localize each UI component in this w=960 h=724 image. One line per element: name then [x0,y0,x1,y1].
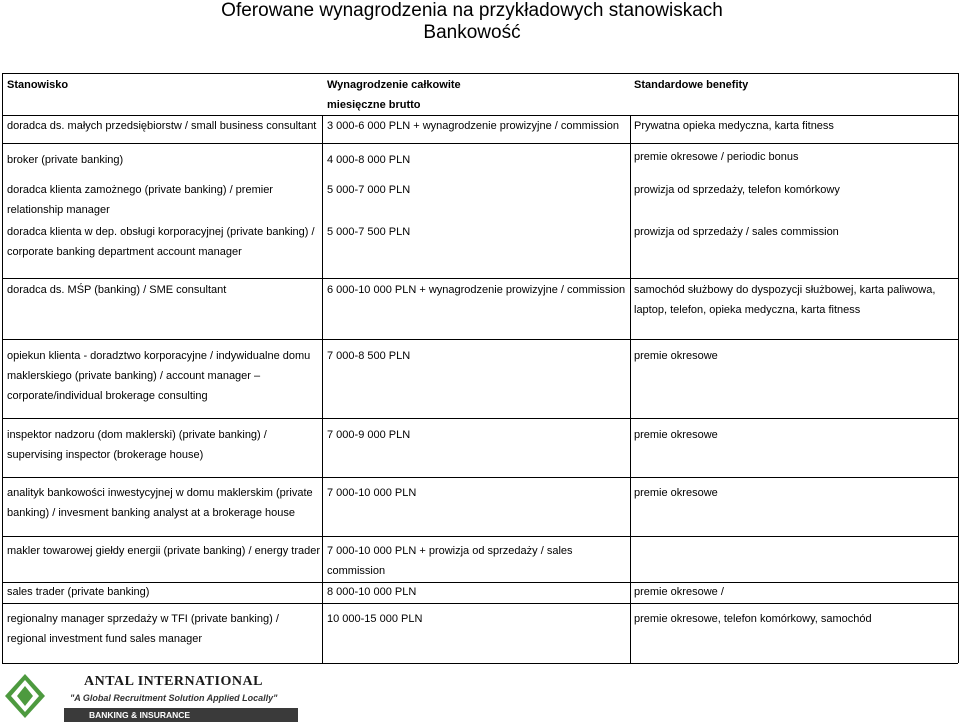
row-divider [2,582,958,583]
row-divider [2,663,958,664]
table-cell-salary: 5 000-7 000 PLN [327,184,411,196]
row-divider [2,143,958,144]
column-divider [630,115,631,663]
table-cell-benefits: premie okresowe [634,429,718,441]
column-divider [958,73,959,663]
table-cell-salary: 7 000-8 500 PLN [327,350,411,362]
table-cell-benefits: premie okresowe [634,487,718,499]
table-cell-salary: 6 000-10 000 PLN + wynagrodzenie prowizyjne / commission [327,284,626,296]
table-cell-position: corporate/individual brokerage consulting [7,390,208,402]
header-salary-line2: miesięczne brutto [327,99,421,111]
table-cell-salary: 7 000-10 000 PLN + prowizja od sprzedaży / sales [327,545,573,557]
page-title: Oferowane wynagrodzenia na przykładowych stanowiskach [221,0,723,21]
table-cell-position: regionalny manager sprzedaży w TFI (private banking) / [7,613,279,625]
table-cell-position: banking) / invesment banking analyst at a brokerage house [7,507,296,519]
table-cell-salary: 7 000-10 000 PLN [327,487,417,499]
header-position: Stanowisko [7,79,69,91]
table-cell-benefits: premie okresowe / periodic bonus [634,151,799,163]
table-cell-salary: 3 000-6 000 PLN + wynagrodzenie prowizyjne / commission [327,120,619,132]
table-cell-position: doradca klienta w dep. obsługi korporacyjnej (private banking) / [7,226,315,238]
table-cell-position: corporate banking department account manager [7,246,242,258]
row-divider [2,278,958,279]
brand-name: ANTAL INTERNATIONAL [84,674,263,689]
row-divider [2,339,958,340]
table-cell-position: supervising inspector (brokerage house) [7,449,204,461]
column-divider [322,115,323,663]
header-benefits: Standardowe benefity [634,79,749,91]
table-cell-position: doradca ds. małych przedsiębiorstw / small business consultant [7,120,317,132]
table-cell-position: maklerskiego (private banking) / account manager – [7,370,261,382]
antal-logo-icon [3,672,47,720]
table-cell-position: sales trader (private banking) [7,586,150,598]
table-cell-position: broker (private banking) [7,154,124,166]
table-cell-salary: commission [327,565,386,577]
table-cell-position: makler towarowej giełdy energii (private banking) / energy trader [7,545,321,557]
row-divider [2,477,958,478]
table-cell-benefits: premie okresowe, telefon komórkowy, samochód [634,613,872,625]
table-cell-position: analityk bankowości inwestycyjnej w domu maklerskim (private [7,487,313,499]
row-divider [2,603,958,604]
row-divider [2,115,958,116]
table-cell-salary: 8 000-10 000 PLN [327,586,417,598]
footer-logo [0,672,298,724]
table-cell-position: inspektor nadzoru (dom maklerski) (private banking) / [7,429,267,441]
table-cell-position: opiekun klienta - doradztwo korporacyjne / indywidualne domu [7,350,311,362]
table-cell-benefits: Prywatna opieka medyczna, karta fitness [634,120,834,132]
table-cell-salary: 7 000-9 000 PLN [327,429,411,441]
row-divider [2,73,958,74]
row-divider [2,418,958,419]
table-cell-salary: 4 000-8 000 PLN [327,154,411,166]
table-cell-salary: 10 000-15 000 PLN [327,613,423,625]
row-divider [2,536,958,537]
brand-tagline: "A Global Recruitment Solution Applied Locally" [70,693,278,703]
table-cell-position: relationship manager [7,204,110,216]
division-bar [64,708,298,722]
column-divider [2,73,3,663]
table-cell-position: doradca ds. MŚP (banking) / SME consultant [7,284,227,296]
table-cell-position: regional investment fund sales manager [7,633,203,645]
table-cell-benefits: laptop, telefon, opieka medyczna, karta fitness [634,304,861,316]
table-cell-salary: 5 000-7 500 PLN [327,226,411,238]
table-cell-benefits: prowizja od sprzedaży / sales commission [634,226,839,238]
table-cell-benefits: prowizja od sprzedaży, telefon komórkowy [634,184,840,196]
division-label: BANKING & INSURANCE [89,710,191,720]
table-cell-benefits: premie okresowe [634,350,718,362]
table-cell-benefits: samochód służbowy do dyspozycji służbowej, karta paliwowa, [634,284,936,296]
header-salary: Wynagrodzenie całkowite [327,79,461,91]
table-cell-benefits: premie okresowe / [634,586,724,598]
table-cell-position: doradca klienta zamożnego (private banking) / premier [7,184,273,196]
page-subtitle: Bankowość [423,22,521,43]
